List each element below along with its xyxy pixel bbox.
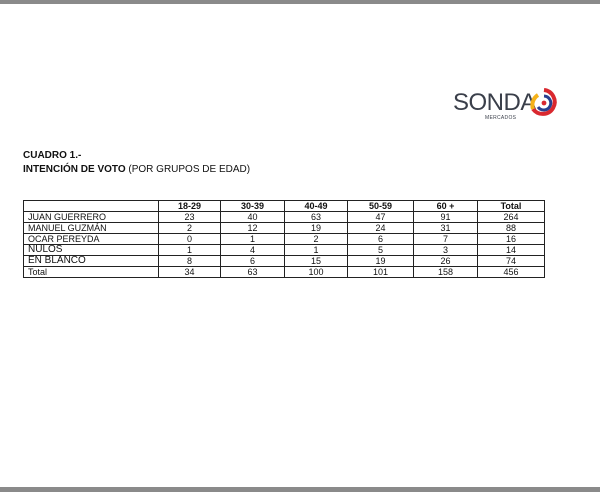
cell: 12	[221, 223, 285, 234]
row-label: NULOS	[24, 245, 159, 256]
cell: 5	[348, 245, 414, 256]
row-label: Total	[24, 267, 159, 278]
cell: 88	[478, 223, 545, 234]
cell: 1	[285, 245, 348, 256]
cell: 456	[478, 267, 545, 278]
table-caption: CUADRO 1.-	[23, 150, 82, 161]
table-row	[24, 223, 545, 234]
table-row	[24, 245, 545, 256]
cell: 40	[221, 212, 285, 223]
column-header: 40-49	[285, 201, 348, 212]
row-label: MANUEL GUZMÁN	[24, 223, 159, 234]
cell: 63	[285, 212, 348, 223]
cell: 158	[414, 267, 478, 278]
table-row	[24, 256, 545, 267]
cell: 1	[159, 245, 221, 256]
cell: 15	[285, 256, 348, 267]
cell: 8	[159, 256, 221, 267]
cell: 4	[221, 245, 285, 256]
header-row	[24, 201, 545, 212]
cell: 14	[478, 245, 545, 256]
column-header: 18-29	[159, 201, 221, 212]
logo-subtitle: MERCADOS	[485, 115, 517, 121]
cell: 23	[159, 212, 221, 223]
cell: 24	[348, 223, 414, 234]
sonda-swirl-icon	[529, 87, 559, 121]
vote-intention-table	[23, 200, 545, 278]
subtitle-bold: INTENCIÓN DE VOTO	[23, 164, 126, 175]
cell: 19	[348, 256, 414, 267]
cell: 0	[159, 234, 221, 245]
cell: 74	[478, 256, 545, 267]
table-row	[24, 212, 545, 223]
sonda-logo	[453, 87, 563, 127]
cell: 31	[414, 223, 478, 234]
row-label: EN BLANCO	[24, 256, 159, 267]
cell: 19	[285, 223, 348, 234]
cell: 91	[414, 212, 478, 223]
logo-word: SONDA	[453, 89, 536, 116]
total-row	[24, 267, 545, 278]
top-border	[0, 0, 600, 4]
cell: 101	[348, 267, 414, 278]
cell: 7	[414, 234, 478, 245]
cell: 2	[159, 223, 221, 234]
cell: 6	[348, 234, 414, 245]
cell: 63	[221, 267, 285, 278]
cell: 3	[414, 245, 478, 256]
cell: 1	[221, 234, 285, 245]
subtitle-rest: (POR GRUPOS DE EDAD)	[125, 164, 251, 175]
bottom-border	[0, 487, 600, 492]
column-header: 30-39	[221, 201, 285, 212]
column-header: Total	[478, 201, 545, 212]
cell: 2	[285, 234, 348, 245]
cell: 100	[285, 267, 348, 278]
table-subtitle	[23, 164, 250, 175]
cell: 16	[478, 234, 545, 245]
row-label: OCAR PEREYDA	[24, 234, 159, 245]
column-header: 50-59	[348, 201, 414, 212]
column-header: 60 +	[414, 201, 478, 212]
cell: 264	[478, 212, 545, 223]
cell: 6	[221, 256, 285, 267]
table-row	[24, 234, 545, 245]
header-blank	[24, 201, 159, 212]
cell: 26	[414, 256, 478, 267]
row-label: JUAN GUERRERO	[24, 212, 159, 223]
cell: 47	[348, 212, 414, 223]
cell: 34	[159, 267, 221, 278]
